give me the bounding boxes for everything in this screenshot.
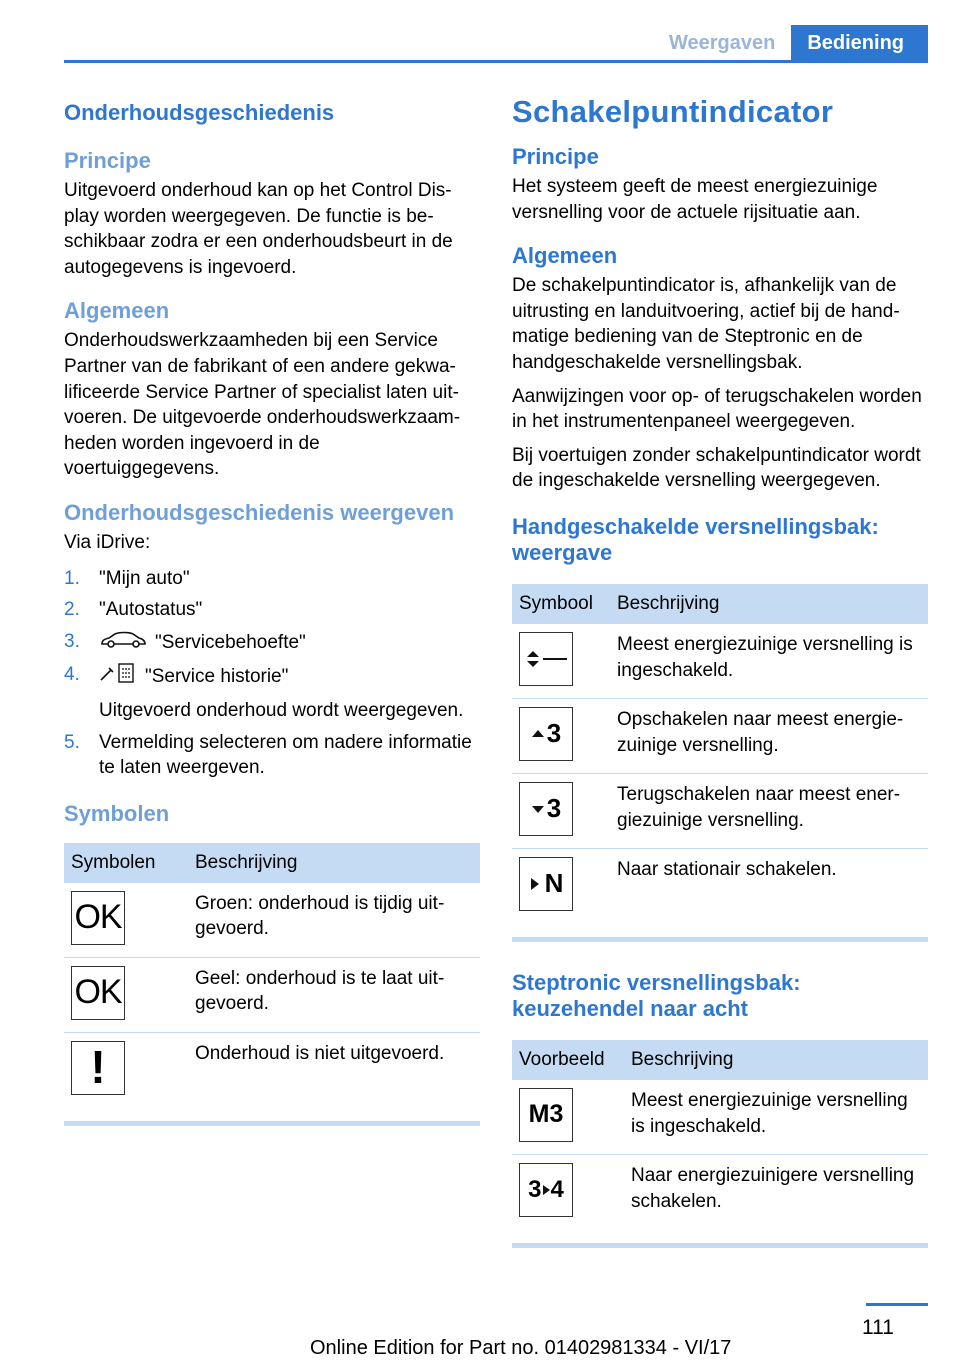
table-row	[512, 624, 928, 699]
list-item	[64, 662, 480, 723]
heading-algemeen: Algemeen	[64, 298, 170, 324]
heading-weergeven: Onderhoudsgeschiedenis weergeven	[64, 499, 455, 525]
step-number: 5.	[64, 731, 80, 753]
step-text: "Autostatus"	[99, 599, 203, 621]
table-row	[512, 773, 928, 848]
table-cell-desc: Naar energiezuinigere versnelling schakelen.	[631, 1164, 915, 1212]
table-cell-desc: Geel: onderhoud is te laat uitgevoerd.	[188, 957, 480, 1032]
shift-recommendation-icon: 3 4	[519, 1163, 573, 1217]
table-header-symbolen: Symbolen	[64, 843, 188, 883]
step-number: 2.	[64, 599, 80, 621]
table-cell-desc: Terugschakelen naar meest energiezuinige versnelling.	[610, 773, 928, 848]
ok-yellow-icon: OK	[71, 966, 125, 1020]
left-column	[64, 94, 480, 1126]
list-item	[64, 730, 480, 781]
table-cell-desc: Meest energiezuinige versnelling is ingeschakeld.	[624, 1080, 928, 1155]
footer-rule	[866, 1303, 928, 1306]
tab-weergaven[interactable]: Weergaven	[668, 32, 776, 54]
table-row	[512, 848, 928, 923]
section-title-onderhoudsgeschiedenis: Onderhoudsgeschiedenis	[64, 100, 335, 125]
heading-steptronic: Steptronic versnellingsbak: keuzehendel naar acht	[512, 969, 801, 1021]
step-number: 4.	[64, 664, 80, 686]
tab-bediening[interactable]: Bediening	[791, 25, 928, 61]
step-text: "Mijn auto"	[99, 567, 190, 589]
neutral-icon: N	[519, 857, 573, 911]
heading-symbolen: Symbolen	[64, 800, 170, 826]
section-title-schakelpuntindicator: Schakelpuntindicator	[512, 94, 834, 129]
heading-handgeschakeld: Handgeschakelde versnellingsbak: weergave	[512, 513, 879, 565]
heading-algemeen-right: Algemeen	[512, 243, 618, 269]
steptronic-table	[512, 1040, 928, 1229]
heading-principe-right: Principe	[512, 144, 599, 169]
table-header-beschrijving: Beschrijving	[624, 1040, 928, 1080]
table-header-voorbeeld: Voorbeeld	[512, 1040, 624, 1080]
right-column	[512, 94, 928, 1248]
service-history-icon	[99, 662, 137, 692]
exclamation-icon: !	[71, 1041, 125, 1095]
step-number: 3.	[64, 630, 80, 652]
heading-principe: Principe	[64, 148, 151, 173]
table-end-rule	[512, 1243, 928, 1248]
table-row	[512, 1154, 928, 1229]
shift-down-icon: 3	[519, 782, 573, 836]
car-icon	[99, 629, 147, 657]
table-header-symbool: Symbool	[512, 584, 610, 624]
step-text: "Servicebehoefte"	[155, 631, 306, 653]
symbolen-table	[64, 843, 480, 1107]
table-row	[512, 1080, 928, 1155]
step-text: Vermelding selecteren om nadere informatie te laten weergeven.	[99, 731, 472, 779]
list-item	[64, 629, 480, 657]
algemeen-text: Onderhoudswerkzaamheden bij een Service Partner van de fabrikant of een andere gekwalificeerde Service Partner of specialist laten uitvoeren. De uitgevoerde onderhoudswerkzaamheden worden ingevoerd in de voertuiggegevens.	[64, 330, 461, 480]
step-text: "Service historie"	[145, 666, 289, 688]
table-cell-desc: Naar stationair schakelen.	[617, 858, 837, 880]
table-row	[64, 1032, 480, 1107]
edition-note: Online Edition for Part no. 01402981334 - VI/17	[310, 1337, 732, 1359]
table-row	[64, 883, 480, 958]
table-row	[64, 957, 480, 1032]
header-tabs	[653, 25, 928, 61]
table-cell-desc: Groen: onderhoud is tijdig uitgevoerd.	[188, 883, 480, 958]
step-number: 1.	[64, 567, 80, 589]
principe-text-right: Het systeem geeft de meest energiezuinige versnelling voor de actuele rijsituatie aan.	[512, 176, 878, 223]
manual-gear-icon: M3	[519, 1088, 573, 1142]
table-end-rule	[512, 937, 928, 942]
page-number: 111	[862, 1316, 894, 1339]
table-header-beschrijving: Beschrijving	[610, 584, 928, 624]
algemeen-p3: Bij voertuigen zonder schakelpuntindicator wordt de ingeschakelde versnelling weergegeven.	[512, 444, 921, 492]
table-cell-desc: Onderhoud is niet uitgevoerd.	[195, 1042, 445, 1064]
step-subtext: Uitgevoerd onderhoud wordt weergegeven.	[99, 699, 464, 721]
principe-text: Uitgevoerd onderhoud kan op het Control Display worden weergegeven. De functie is beschikbaar zodra er een onderhoudsbeurt in de autogegevens is ingevoerd.	[64, 180, 453, 278]
list-item	[64, 597, 480, 623]
shift-up-icon: 3	[519, 707, 573, 761]
handgeschakeld-table	[512, 584, 928, 923]
algemeen-p1: De schakelpuntindicator is, afhankelijk van de uitrusting en landuitvoering, actief bij de handmatige bediening van de Steptronic en de handgeschakelde versnellingsbak.	[512, 275, 900, 373]
ok-green-icon: OK	[71, 891, 125, 945]
table-cell-desc: Meest energiezuinige versnelling is ingeschakeld.	[610, 624, 928, 699]
list-item	[64, 566, 480, 592]
header-rule	[64, 60, 928, 63]
table-cell-desc: Opschakelen naar meest energiezuinige versnelling.	[610, 698, 928, 773]
algemeen-p2: Aanwijzingen voor op- of terugschakelen worden in het instrumentenpaneel weergegeven.	[512, 385, 922, 433]
table-header-beschrijving: Beschrijving	[188, 843, 480, 883]
table-row	[512, 698, 928, 773]
steps-list	[64, 566, 480, 781]
via-idrive: Via iDrive:	[64, 531, 151, 553]
optimal-gear-icon	[519, 632, 573, 686]
table-end-rule	[64, 1121, 480, 1126]
